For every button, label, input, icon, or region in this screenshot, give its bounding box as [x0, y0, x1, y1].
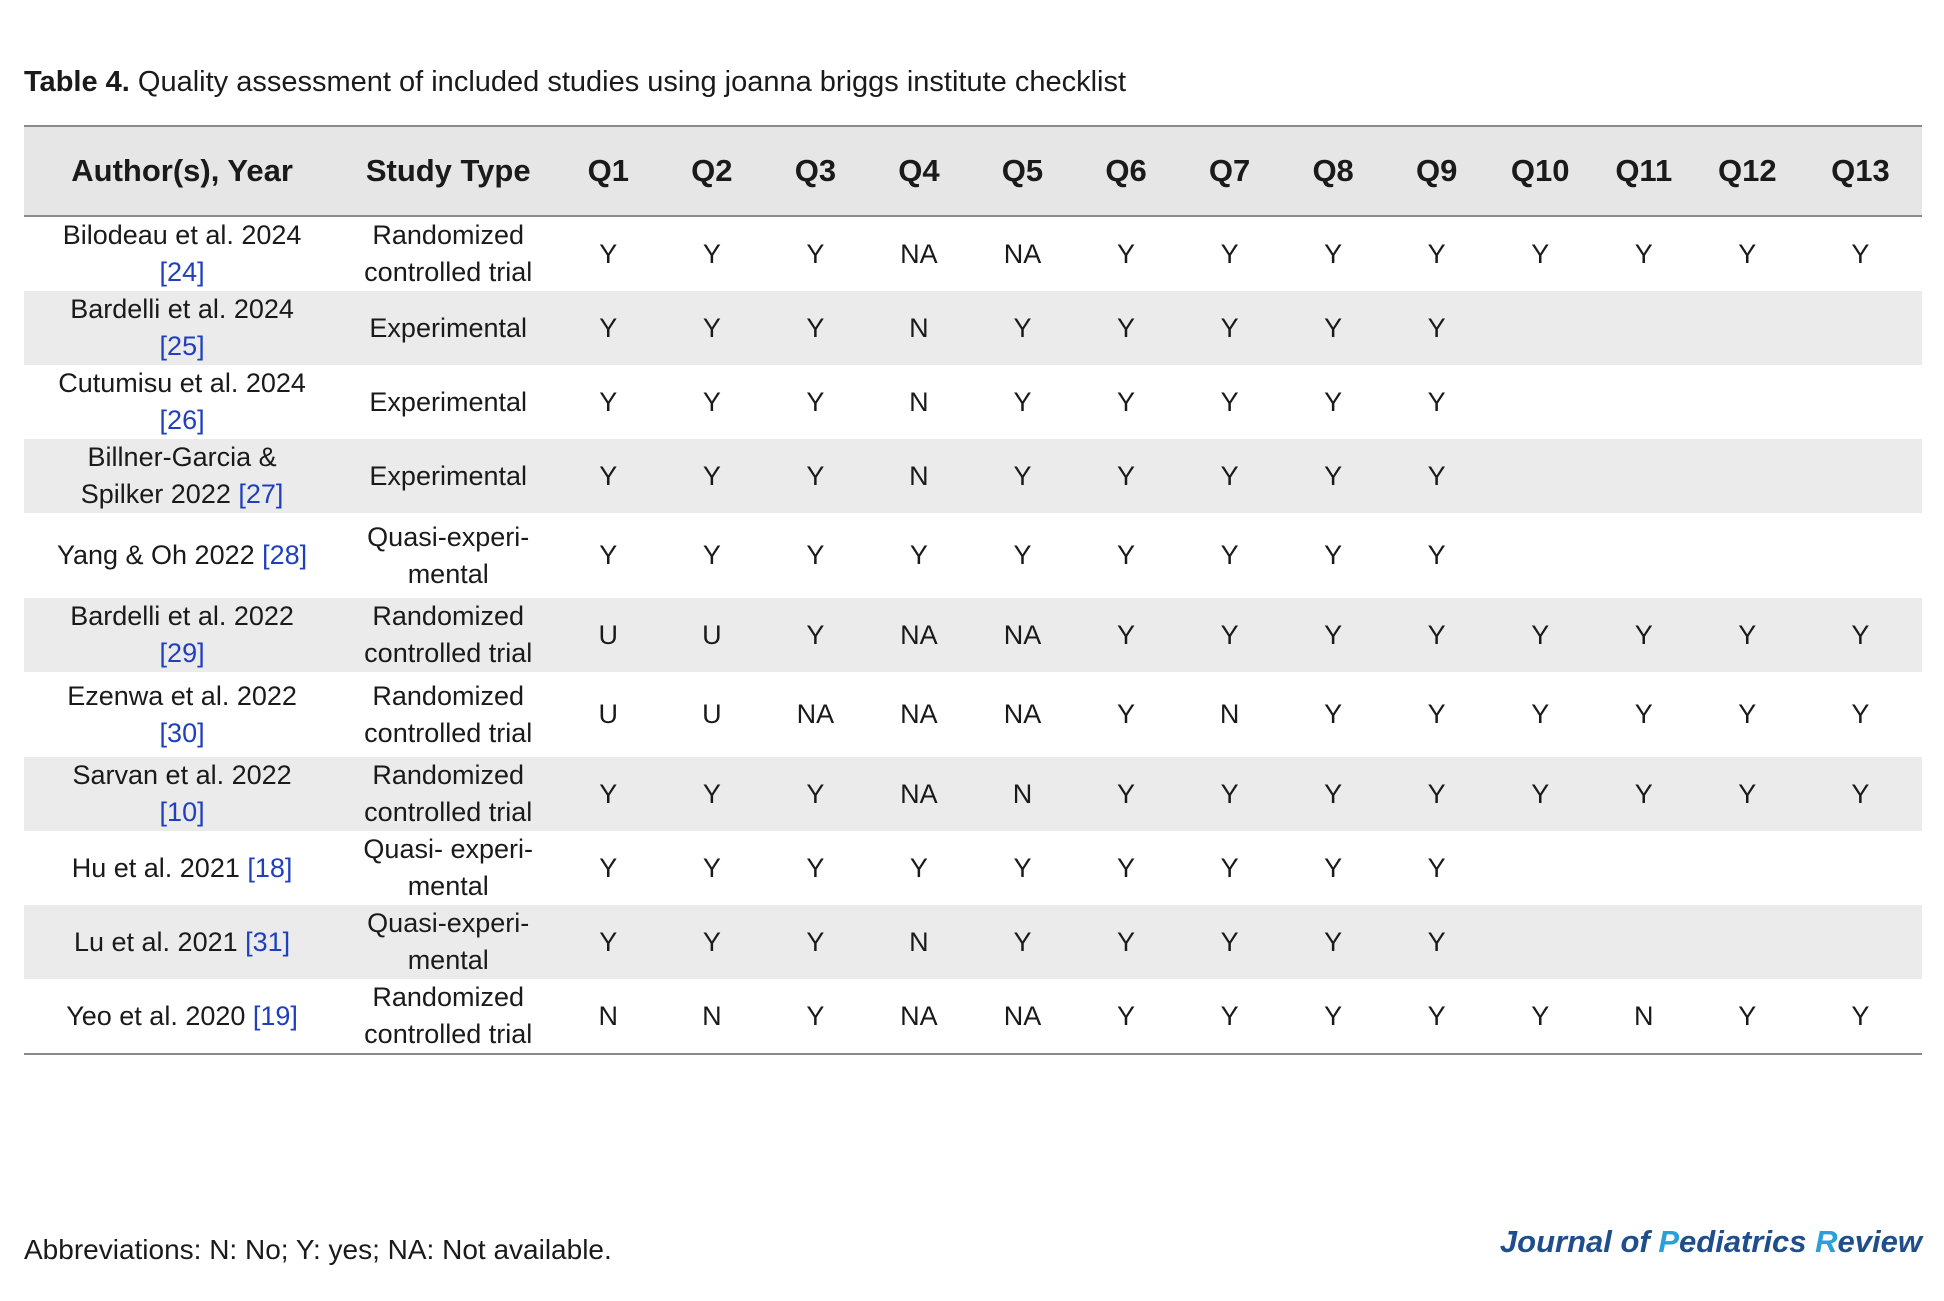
- answer-cell: Y: [1220, 386, 1239, 417]
- column-header: Q11: [1592, 126, 1696, 216]
- answer-cell: N: [909, 312, 929, 343]
- table-row: [24, 905, 1922, 979]
- answer-cell: Y: [1324, 238, 1343, 269]
- answer-cell: Y: [1117, 778, 1136, 809]
- answer-cell: N: [660, 979, 763, 1054]
- answer-cell: Y: [599, 540, 618, 570]
- table-row: [24, 672, 1922, 757]
- answer-cell: NA: [1003, 619, 1042, 650]
- answer-cell: Y: [1385, 979, 1489, 1054]
- answer-cell: Y: [806, 238, 825, 269]
- answer-cell: Y: [1489, 979, 1592, 1054]
- citation-link[interactable]: [27]: [238, 479, 284, 509]
- answer-cell: Y: [1013, 852, 1032, 883]
- study-type-cont: mental: [407, 945, 489, 975]
- citation-link[interactable]: [19]: [252, 1000, 298, 1031]
- answer-cell: [1696, 831, 1799, 905]
- answer-cell: Y: [1324, 926, 1343, 957]
- study-type: Quasi-experi-: [367, 521, 530, 552]
- answer-cell: U: [702, 619, 722, 650]
- answer-cell: Y: [1427, 699, 1446, 729]
- answer-cell: Y: [1427, 852, 1446, 883]
- answer-cell: Y: [599, 460, 618, 491]
- author-name: Billner-Garcia &: [87, 442, 277, 472]
- answer-cell: [1592, 439, 1696, 513]
- answer-cell: Y: [1427, 619, 1446, 650]
- answer-cell: Y: [1220, 778, 1239, 809]
- answer-cell: Y: [599, 852, 618, 883]
- answer-cell: NA: [1003, 699, 1042, 729]
- answer-cell: Y: [1324, 386, 1343, 417]
- answer-cell: Y: [1117, 540, 1136, 570]
- answer-cell: Y: [1531, 778, 1550, 809]
- author-cell: [24, 831, 340, 905]
- study-type-cell: [340, 831, 556, 905]
- answer-cell: Y: [1738, 619, 1757, 650]
- answer-cell: Y: [599, 312, 618, 343]
- answer-cell: Y: [806, 460, 825, 491]
- answer-cell: NA: [1003, 238, 1042, 269]
- answer-cell: Y: [702, 386, 721, 417]
- answer-cell: Y: [1738, 778, 1757, 809]
- author-name: Yeo et al. 2020: [66, 1000, 253, 1031]
- author-cell: [24, 598, 340, 672]
- table-row: [24, 757, 1922, 831]
- answer-cell: Y: [1531, 619, 1550, 650]
- study-type: Experimental: [369, 312, 527, 343]
- answer-cell: Y: [1324, 699, 1343, 729]
- author-name: Cutumisu et al. 2024: [58, 368, 306, 398]
- answer-cell: Y: [1324, 312, 1343, 343]
- answer-cell: Y: [1427, 386, 1446, 417]
- answer-cell: Y: [1634, 619, 1653, 650]
- author-name: Sarvan et al. 2022: [72, 760, 292, 790]
- answer-cell: Y: [763, 979, 867, 1054]
- answer-cell: Y: [1851, 619, 1870, 650]
- author-name: Hu et al. 2021: [71, 852, 248, 883]
- table-row: [24, 831, 1922, 905]
- answer-cell: Y: [702, 312, 721, 343]
- answer-cell: Y: [1634, 238, 1653, 269]
- answer-cell: Y: [1324, 619, 1343, 650]
- author-name: Lu et al. 2021: [73, 926, 246, 957]
- table-row: [24, 979, 1922, 1054]
- answer-cell: Y: [1427, 778, 1446, 809]
- answer-cell: [1696, 905, 1799, 979]
- study-type: Randomized: [372, 760, 524, 790]
- answer-cell: Y: [806, 386, 825, 417]
- table-row: [24, 598, 1922, 672]
- answer-cell: Y: [1013, 540, 1032, 570]
- caption-text: Quality assessment of included studies using joanna briggs institute checklist: [129, 66, 1127, 98]
- answer-cell: Y: [599, 778, 618, 809]
- abbreviations-note: Abbreviations: N: No; Y: yes; NA: Not available.: [24, 1234, 612, 1265]
- study-type-cell: [340, 439, 556, 513]
- study-type-cell: [340, 757, 556, 831]
- answer-cell: U: [702, 699, 722, 729]
- answer-cell: Y: [1851, 778, 1870, 809]
- answer-cell: N: [909, 926, 929, 957]
- answer-cell: [1799, 291, 1922, 365]
- column-header: Q7: [1178, 126, 1282, 216]
- answer-cell: Y: [1117, 312, 1136, 343]
- answer-cell: N: [909, 460, 929, 491]
- study-type: Randomized: [372, 982, 524, 1012]
- table-body: [24, 216, 1922, 1054]
- column-header: Q8: [1282, 126, 1385, 216]
- citation-link[interactable]: [28]: [262, 540, 308, 570]
- answer-cell: [1799, 905, 1922, 979]
- author-cell: [24, 905, 340, 979]
- study-type: Quasi-experi-: [367, 908, 530, 938]
- study-type-cell: [340, 216, 556, 291]
- study-type-cont: mental: [407, 558, 489, 589]
- answer-cell: Y: [1282, 979, 1385, 1054]
- answer-cell: Y: [1220, 852, 1239, 883]
- answer-cell: Y: [1117, 460, 1136, 491]
- answer-cell: Y: [702, 852, 721, 883]
- caption-label: Table 4.: [24, 66, 130, 98]
- study-type-cell: [340, 291, 556, 365]
- author-cell: [24, 513, 340, 598]
- study-type-cell: [340, 905, 556, 979]
- author-cell: [24, 365, 340, 439]
- study-type-cont: controlled trial: [364, 717, 533, 748]
- answer-cell: Y: [1117, 852, 1136, 883]
- answer-cell: Y: [1531, 699, 1550, 729]
- study-type: Quasi- experi-: [363, 834, 533, 864]
- study-type-cell: [340, 513, 556, 598]
- citation-link[interactable]: [29]: [159, 638, 205, 668]
- answer-cell: Y: [1851, 699, 1870, 729]
- answer-cell: Y: [1324, 852, 1343, 883]
- study-type-cont: controlled trial: [364, 1019, 533, 1049]
- answer-cell: Y: [1738, 699, 1757, 729]
- study-type: Experimental: [369, 460, 527, 491]
- citation-link[interactable]: [30]: [159, 717, 205, 748]
- column-header: Q9: [1385, 126, 1489, 216]
- column-header: Q3: [763, 126, 867, 216]
- study-type-cell: [340, 672, 556, 757]
- column-header: Q4: [867, 126, 970, 216]
- answer-cell: [1696, 291, 1799, 365]
- answer-cell: Y: [702, 238, 721, 269]
- answer-cell: [1592, 905, 1696, 979]
- column-header: Q1: [556, 126, 660, 216]
- study-type: Experimental: [369, 386, 527, 417]
- answer-cell: Y: [1220, 926, 1239, 957]
- answer-cell: Y: [806, 540, 825, 570]
- answer-cell: NA: [900, 619, 938, 650]
- answer-cell: N: [1592, 979, 1696, 1054]
- answer-cell: U: [598, 699, 619, 729]
- header-row: [24, 126, 1922, 216]
- answer-cell: Y: [1117, 699, 1136, 729]
- answer-cell: Y: [1531, 238, 1550, 269]
- study-type: Randomized: [372, 220, 524, 250]
- study-type: Randomized: [372, 680, 524, 711]
- answer-cell: Y: [702, 460, 721, 491]
- answer-cell: [1799, 513, 1922, 598]
- answer-cell: Y: [1799, 979, 1922, 1054]
- answer-cell: Y: [1851, 238, 1870, 269]
- answer-cell: NA: [970, 979, 1074, 1054]
- author-name: Bilodeau et al. 2024: [62, 220, 302, 250]
- answer-cell: Y: [1117, 926, 1136, 957]
- answer-cell: NA: [900, 699, 938, 729]
- citation-link[interactable]: [26]: [159, 405, 205, 435]
- author-cell: [24, 757, 340, 831]
- author-name: Yang & Oh 2022: [56, 540, 263, 570]
- table-caption: [24, 66, 1126, 99]
- table-row: [24, 291, 1922, 365]
- study-type-cell: [340, 365, 556, 439]
- answer-cell: Y: [1324, 540, 1343, 570]
- answer-cell: [1489, 291, 1592, 365]
- answer-cell: Y: [1117, 238, 1136, 269]
- answer-cell: Y: [1220, 312, 1239, 343]
- citation-link[interactable]: [18]: [247, 852, 293, 883]
- answer-cell: Y: [702, 926, 721, 957]
- answer-cell: N: [1219, 699, 1240, 729]
- answer-cell: Y: [1013, 926, 1032, 957]
- answer-cell: [1696, 513, 1799, 598]
- answer-cell: Y: [1013, 312, 1032, 343]
- answer-cell: Y: [1220, 238, 1239, 269]
- quality-assessment-table: [24, 125, 1922, 1055]
- answer-cell: [1592, 291, 1696, 365]
- answer-cell: NA: [796, 699, 835, 729]
- answer-cell: [1489, 439, 1592, 513]
- column-header: Study Type: [340, 126, 556, 216]
- author-name: Ezenwa et al. 2022: [67, 680, 297, 711]
- answer-cell: Y: [1324, 460, 1343, 491]
- answer-cell: [1489, 905, 1592, 979]
- table-row: [24, 439, 1922, 513]
- answer-cell: [1799, 365, 1922, 439]
- answer-cell: Y: [702, 778, 721, 809]
- answer-cell: NA: [900, 238, 938, 269]
- study-type-cell: [340, 598, 556, 672]
- answer-cell: [1489, 831, 1592, 905]
- study-type-cont: controlled trial: [364, 257, 533, 287]
- author-name: Bardelli et al. 2024: [70, 294, 294, 324]
- answer-cell: Y: [806, 926, 825, 957]
- citation-link[interactable]: [31]: [245, 926, 291, 957]
- column-header: Q12: [1696, 126, 1799, 216]
- column-header: Q5: [970, 126, 1074, 216]
- answer-cell: [1592, 513, 1696, 598]
- answer-cell: Y: [1427, 460, 1446, 491]
- answer-cell: Y: [1634, 778, 1653, 809]
- author-cell: [24, 216, 340, 291]
- study-type-cell: [340, 979, 556, 1054]
- answer-cell: Y: [599, 238, 618, 269]
- answer-cell: Y: [909, 852, 928, 883]
- author-cell: [24, 672, 340, 757]
- table-row: [24, 216, 1922, 291]
- answer-cell: N: [909, 386, 929, 417]
- answer-cell: Y: [1075, 979, 1178, 1054]
- author-cell: [24, 439, 340, 513]
- author-cell: [24, 979, 340, 1054]
- author-name-cont: Spilker 2022: [80, 479, 239, 509]
- answer-cell: Y: [806, 778, 825, 809]
- answer-cell: Y: [1427, 238, 1446, 269]
- study-type: Randomized: [372, 601, 524, 631]
- answer-cell: Y: [1220, 619, 1239, 650]
- answer-cell: Y: [1634, 699, 1653, 729]
- answer-cell: Y: [1178, 979, 1282, 1054]
- answer-cell: Y: [1013, 386, 1032, 417]
- answer-cell: [1489, 365, 1592, 439]
- answer-cell: Y: [1738, 238, 1757, 269]
- table-row: [24, 365, 1922, 439]
- answer-cell: Y: [599, 926, 618, 957]
- answer-cell: Y: [1427, 540, 1446, 570]
- answer-cell: N: [1012, 778, 1033, 809]
- answer-cell: Y: [1427, 926, 1446, 957]
- author-cell: [24, 291, 340, 365]
- author-name: Bardelli et al. 2022: [70, 601, 294, 631]
- study-type-cont: mental: [407, 871, 489, 901]
- answer-cell: Y: [909, 540, 928, 570]
- answer-cell: Y: [1220, 460, 1239, 491]
- answer-cell: Y: [1324, 778, 1343, 809]
- citation-link[interactable]: [25]: [159, 331, 205, 361]
- study-type-cont: controlled trial: [364, 797, 533, 827]
- answer-cell: Y: [1013, 460, 1032, 491]
- answer-cell: Y: [702, 540, 721, 570]
- answer-cell: Y: [806, 312, 825, 343]
- answer-cell: Y: [806, 852, 825, 883]
- answer-cell: [1799, 439, 1922, 513]
- answer-cell: NA: [900, 778, 938, 809]
- answer-cell: Y: [806, 619, 825, 650]
- answer-cell: [1489, 513, 1592, 598]
- answer-cell: NA: [867, 979, 970, 1054]
- answer-cell: [1799, 831, 1922, 905]
- column-header: Q2: [660, 126, 763, 216]
- column-header: Q10: [1489, 126, 1592, 216]
- answer-cell: N: [556, 979, 660, 1054]
- table-row: [24, 513, 1922, 598]
- answer-cell: U: [598, 619, 619, 650]
- answer-cell: [1696, 439, 1799, 513]
- answer-cell: Y: [599, 386, 618, 417]
- column-header: Author(s), Year: [24, 126, 340, 216]
- column-header: Q13: [1799, 126, 1922, 216]
- column-header: Q6: [1075, 126, 1178, 216]
- answer-cell: Y: [1220, 540, 1239, 570]
- answer-cell: Y: [1117, 386, 1136, 417]
- answer-cell: Y: [1427, 312, 1446, 343]
- answer-cell: [1592, 831, 1696, 905]
- answer-cell: [1696, 365, 1799, 439]
- citation-link[interactable]: [24]: [159, 257, 205, 287]
- journal-logo: Journal of Pediatrics Review: [1499, 1224, 1922, 1259]
- answer-cell: Y: [1117, 619, 1136, 650]
- study-type-cont: controlled trial: [364, 638, 533, 668]
- answer-cell: Y: [1696, 979, 1799, 1054]
- citation-link[interactable]: [10]: [159, 797, 205, 827]
- answer-cell: [1592, 365, 1696, 439]
